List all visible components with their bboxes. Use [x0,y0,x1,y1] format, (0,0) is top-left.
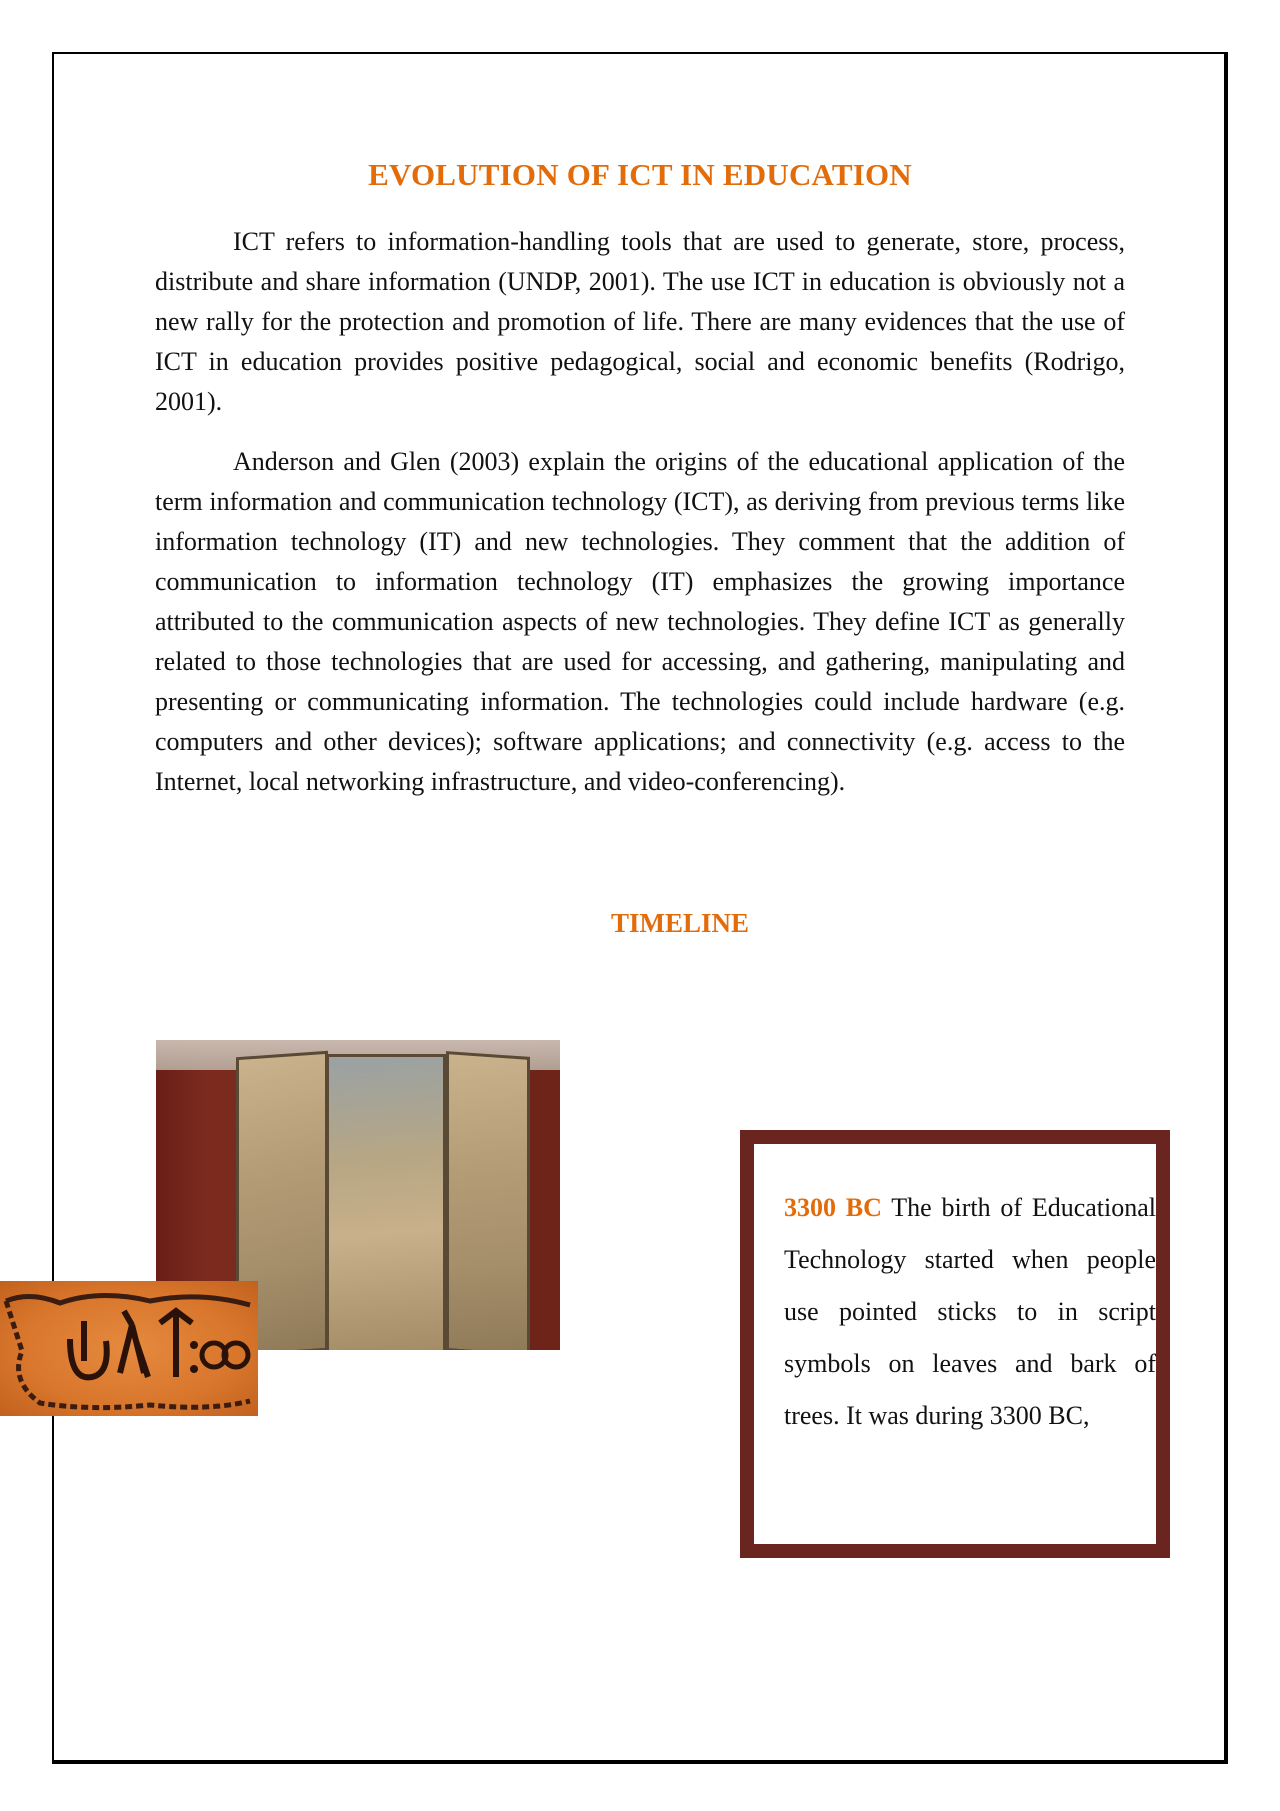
timeline-year: 3300 BC [784,1193,882,1222]
paragraph-ict-definition: ICT refers to information-handling tools that are used to generate, store, process, distribute and share information (UNDP, 2001). The use ICT in education is obviously not a new rally for the protection and promotion of life. There are many evidences that the use of ICT in education provides positive pedagogical, social and economic benefits (Rodrigo, 2001). [155,227,1125,416]
ancient-script-seal-image [0,1281,258,1416]
document-title: EVOLUTION OF ICT IN EDUCATION [368,157,912,192]
book-panel-middle [326,1054,446,1350]
book-panel-right [446,1051,530,1350]
timeline-heading: TIMELINE [610,908,750,938]
timeline-entry-text [784,1182,1156,1442]
timeline-description: The birth of Educational Technology started when people use pointed sticks to in script symbols on leaves and bark of trees. It was during 3300 BC, [784,1193,1156,1430]
paragraph-anderson-glen: Anderson and Glen (2003) explain the origins of the educational application of the term information and communication technology (ICT), as deriving from previous terms like information technology (IT) and new technologies. They comment that the addition of communication to information technology (IT) emphasizes the growing importance attributed to the communication aspects of new technologies. They define ICT as generally related to those technologies that are used for accessing, and gathering, manipulating and presenting or communicating information. The technologies could include hardware (e.g. computers and other devices); software applications; and connectivity (e.g. access to the Internet, local networking infrastructure, and video-conferencing). [155,447,1125,796]
script-symbols-icon [0,1281,258,1416]
timeline-entry-box [740,1130,1170,1558]
